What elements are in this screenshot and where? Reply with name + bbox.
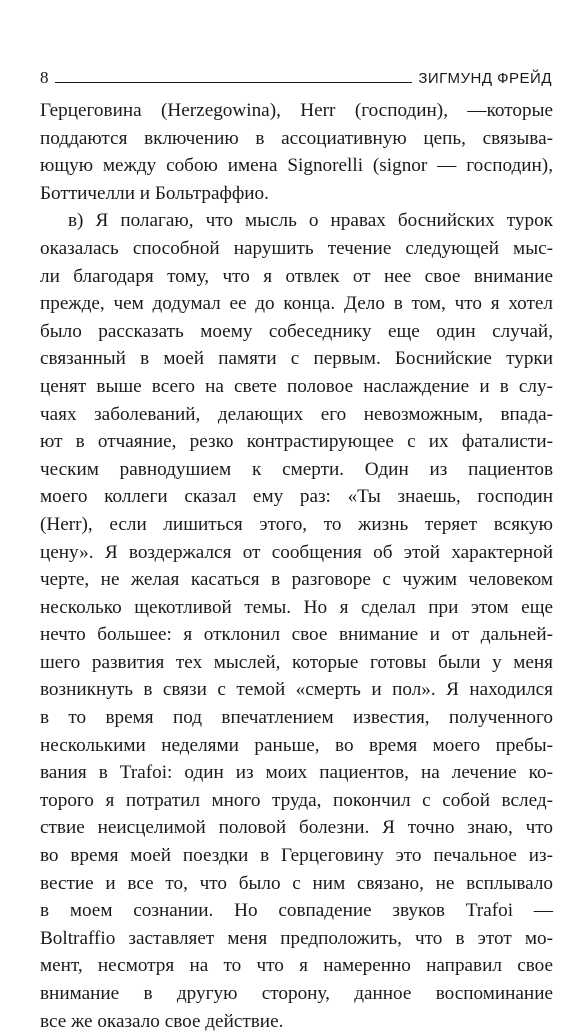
paragraph [40, 207, 553, 1035]
text-line: ствие неисцелимой половой болезни. Я точно знаю, что [40, 817, 553, 839]
text-line: несколькими неделями раньше, во время моего пребы- [40, 734, 553, 756]
text-line: внимание в другую сторону, данное воспоминание [40, 983, 553, 1004]
text-line: черте, не желая касаться в разговоре с чужим человеком [40, 569, 553, 591]
text-line: ценят выше всего на свете половое наслаждение и в слу- [40, 375, 553, 397]
text-line: Герцеговина (Herzegowina), Herr (господин), —которые [40, 100, 553, 121]
paragraph [40, 97, 553, 207]
text-line: (Herr), если лишиться этого, то жизнь теряет всякую [40, 513, 553, 535]
running-title: ЗИГМУНД ФРЕЙД [418, 70, 552, 87]
text-line: ющую между собою имена Signorelli (signor — господин), [40, 155, 553, 177]
text-line: торого я потратил много труда, покончил с собой вслед- [40, 789, 553, 811]
text-line: ют в отчаяние, резко контрастирующее с их фаталисти- [40, 431, 553, 453]
text-line: связанный в моей памяти с первым. Боснийские турки [40, 348, 553, 370]
page-number: 8 [40, 68, 49, 87]
text-line: в то время под впечатлением известия, полученного [40, 707, 553, 729]
text-line: в) Я полагаю, что мысль о нравах боснийских турок [68, 210, 553, 232]
header-rule [55, 82, 413, 83]
text-line: Boltraffio заставляет меня предположить, что в этот мо- [40, 927, 553, 949]
text-line: поддаются включению в ассоциативную цепь, связыва- [40, 127, 553, 149]
text-line: возникнуть в связи с темой «смерть и пол». Я находился [40, 679, 553, 701]
text-line: моего коллеги сказал ему раз: «Ты знаешь, господин [40, 486, 553, 508]
text-line: ческим равнодушием к смерти. Один из пациентов [40, 458, 553, 480]
text-line: во время моей поездки в Герцеговину это печальное из- [40, 845, 553, 867]
text-line: в моем сознании. Но совпадение звуков Trafoi — [40, 900, 553, 922]
text-line: оказалась способной нарушить течение следующей мыс- [40, 237, 553, 259]
text-line: чаях заболеваний, делающих его невозможным, впада- [40, 403, 553, 425]
text-line: вания в Trafoi: один из моих пациентов, на лечение ко- [40, 762, 553, 784]
text-line: все же оказало свое действие. [40, 1010, 284, 1032]
text-line: Боттичелли и Больтраффио. [40, 182, 269, 204]
body-text [40, 97, 553, 1035]
text-line: вестие и все то, что было с ним связано, не всплывало [40, 872, 553, 894]
text-line: прежде, чем додумал ее до конца. Дело в том, что я хотел [40, 293, 553, 315]
page-header [40, 64, 552, 86]
text-line: шего развития тех мыслей, которые готовы были у меня [40, 651, 553, 673]
text-line: нечто большее: я отклонил свое внимание и от дальней- [40, 624, 553, 646]
text-line: несколько щекотливой темы. Но я сделал при этом еще [40, 596, 553, 618]
text-line: было рассказать моему собеседнику еще один случай, [40, 320, 553, 342]
text-line: цену». Я воздержался от сообщения об этой характерной [40, 541, 553, 563]
text-line: ли благодаря тому, что я отвлек от нее свое внимание [40, 265, 553, 287]
text-line: мент, несмотря на то что я намеренно направил свое [40, 955, 553, 977]
